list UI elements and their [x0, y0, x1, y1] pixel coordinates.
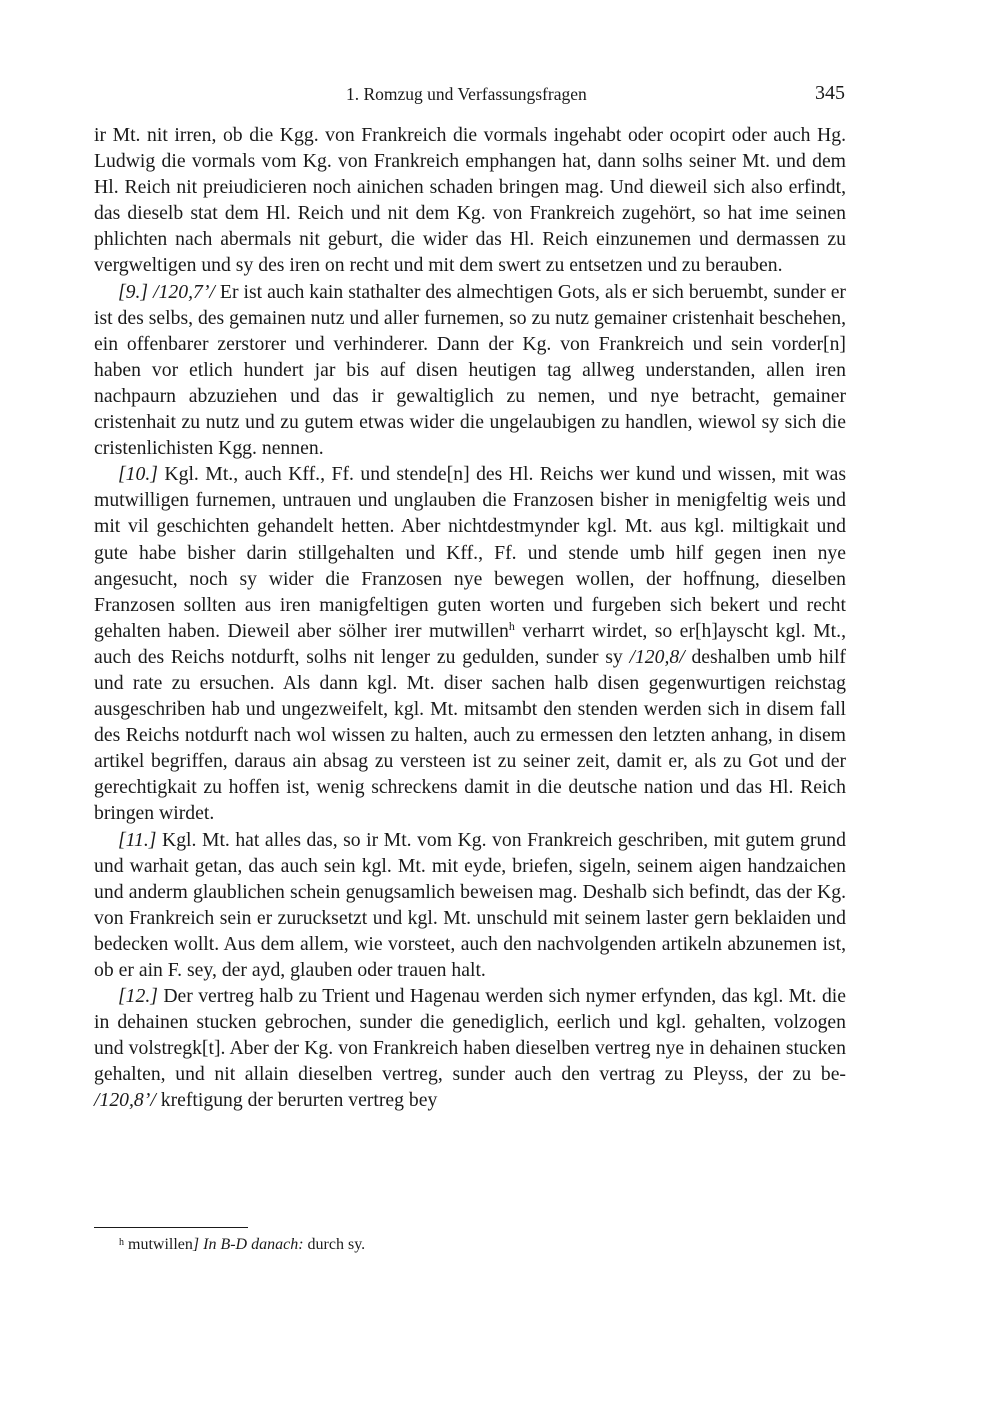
- paragraph-text: deshalben umb hilf und rate zu ersuchen. Als dann kgl. Mt. diser sachen halb disen gegenwurtigen reichstag ausgeschriben hab und ungezweifelt, kgl. Mt. mitsambt den stenden werden sich in disem fall des Reichs notdurft nach wol wissen zu halten, auch zu ermessen den letzten anhang, in disem artikel begriffen, daraus ain absag zu versteen ist zu seiner zeit, damit er, als zu Got und der gerechtigkait zu hoffen ist, wenig schreckens damit in die deutsche nation und das Hl. Reich bringen wirdet.: [94, 645, 846, 825]
- paragraph-reference: /120,8’/: [94, 1089, 156, 1112]
- paragraph: [94, 122, 846, 279]
- paragraph: [94, 279, 846, 462]
- main-text: [94, 122, 846, 1114]
- paragraph-reference: [11.]: [118, 828, 157, 851]
- paragraph: [94, 461, 846, 826]
- footnote-text: durch sy.: [303, 1236, 366, 1253]
- paragraph-text: Er ist auch kain stathalter des almechtigen Gots, als er sich beruembt, sunder er ist des selbs, des gemainen nutz und aller furnemen, so zu nutz gemainer cristenhait beschehen, ein offenbarer zerstorer und verhinderer. Dann der Kg. von Frankreich und sein vorder[n] haben vor etlich hundert jar bis auf disen heutigen tag allweg understanden, allen iren nachpaurn abzuziehen und das ir gewaltiglich zu nemen, und nye betracht, gemainer cristenhait zu nutz und zu gutem etwas wider die ungelaubigen zu handlen, wiewol sy sich die cristenlichisten Kgg. nennen.: [94, 280, 846, 460]
- paragraph-reference: [12.]: [118, 985, 158, 1008]
- footnote-letter: h: [119, 1237, 124, 1248]
- paragraph-text: Der vertreg halb zu Trient und Hagenau werden sich nymer erfynden, das kgl. Mt. die in dehainen stucken gebrochen, sunder die genediglich, eerlich und kgl. gehalten, volzogen und volstregk[t]. Aber der Kg. von Frankreich haben dieselben vertreg nye in dehainen stucken gehalten, und nit allain dieselben vertreg, sunder auch den vertrag zu Pleyss, der zu be-: [94, 985, 846, 1086]
- paragraph: [94, 827, 846, 984]
- footnote-lemma: mutwillen: [128, 1236, 193, 1253]
- paragraph-reference: [10.]: [118, 463, 158, 486]
- paragraph-text: verharrt wirdet, so er[h]ayscht kgl. Mt., auch des Reichs notdurft, solhs nit lenger zu gedulden, sunder sy: [94, 619, 846, 668]
- page-number: 345: [815, 82, 845, 104]
- paragraph-text: kreftigung der berurten vertreg bey: [155, 1089, 438, 1112]
- paragraph-reference: /120,8/: [629, 645, 685, 668]
- footnote-bracket-note: ] In B-D danach:: [192, 1236, 304, 1253]
- paragraph-reference: [9.] /120,7’/: [118, 280, 215, 303]
- paragraph: [94, 983, 846, 1113]
- paragraph-text: ir Mt. nit irren, ob die Kgg. von Frankreich die vormals ingehabt oder ocopirt oder auch Hg. Ludwig die vormals vom Kg. von Frankreich emphangen hat, dann solhs seiner Mt. und dem Hl. Reich nit preiudicieren noch ainichen schaden bringen mag. Und dieweil sich also erfindt, das dieselb stat dem Hl. Reich und nit dem Kg. von Frankreich zugehört, so hat ime seinen phlichten nach abermals nit geburt, die wider das Hl. Reich einzunemen und dermassen zu vergweltigen und sy des iren on recht und mit dem swert zu entsetzen und zu berauben.: [94, 124, 846, 277]
- paragraph-text: Kgl. Mt. hat alles das, so ir Mt. vom Kg. von Frankreich geschriben, mit gutem grund und warhait getan, das auch sein kgl. Mt. mit eyde, briefen, sigeln, seinem aigen handzaichen und anderm glaublichen schein genugsamlich beweisen mag. Deshalb sich befindt, das der Kg. von Frankreich sein er zurucksetzt und kgl. Mt. unschuld mit seinem laster gern beklaiden und bedecken wollt. Aus dem allem, wie vorsteet, auch den nachvolgenden artikeln abzunemen ist, ob er ain F. sey, der ayd, glauben oder trauen halt.: [94, 828, 846, 981]
- footnote-marker: h: [508, 618, 515, 633]
- paragraph-text: Kgl. Mt., auch Kff., Ff. und stende[n] des Hl. Reichs wer kund und wissen, mit was mutwilligen furnemen, untrauen und unglauben die Franzosen bisher in menigfeltig weis und mit vil geschichten gehandelt hetten. Aber nichtdestmynder kgl. Mt. aus kgl. miltigkait und gute habe bisher darin stillgehalten und Kff., Ff. und stende umb hilf gegen inen nye angesucht, noch sy wider die Franzosen nye bewegen wollen, der hoffnung, dieselben Franzosen sollten aus iren manigfeltigen guten worten und furgeben sich bekert und recht gehalten haben. Dieweil aber sölher irer mutwillen: [94, 463, 846, 642]
- footnote: [119, 1233, 365, 1255]
- footnote-divider: [94, 1227, 248, 1228]
- running-head: 1. Romzug und Verfassungsfragen: [346, 84, 587, 104]
